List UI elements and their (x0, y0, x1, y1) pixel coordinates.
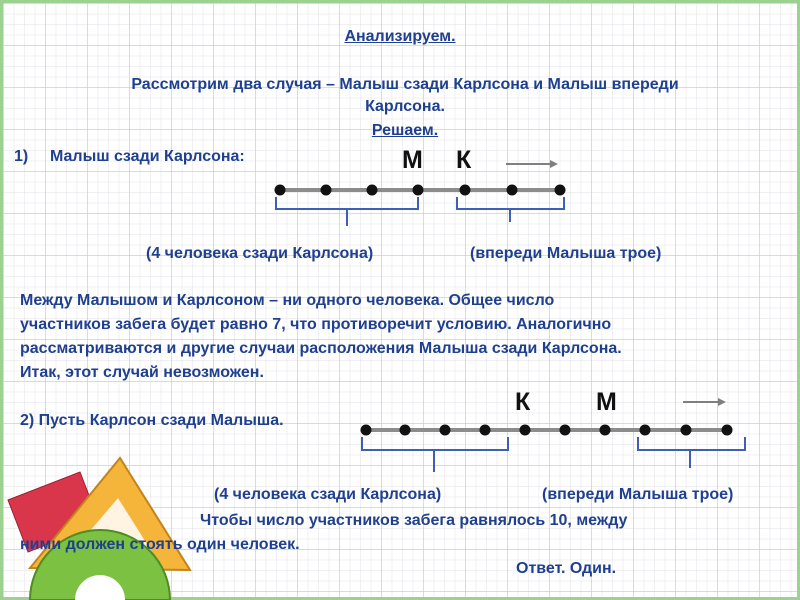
case1-caption-right: (впереди Малыша трое) (470, 245, 662, 262)
case2-caption-left: (4 человека сзади Карлсона) (214, 486, 442, 503)
case2-runner-dot (361, 425, 372, 436)
case1-diagram (0, 158, 800, 238)
intro-line-2: Карлсона. (365, 98, 445, 115)
case2-left-bracket (362, 437, 508, 450)
case1-runner-dot (367, 185, 378, 196)
intro-line-1: Рассмотрим два случая – Малыш сзади Карлсона и Малыш впереди (131, 76, 679, 93)
case2-runner-dot (722, 425, 733, 436)
case2-diagram (0, 394, 800, 474)
case1-right-bracket (457, 197, 564, 209)
case1-runner-dot (507, 185, 518, 196)
answer: Ответ. Один. (516, 560, 617, 577)
conclusion-line-2: ними должен стоять один человек. (20, 536, 300, 553)
case1-left-bracket (276, 197, 418, 209)
conclusion-line-1: Чтобы число участников забега равнялось 10, между (200, 512, 628, 529)
case2-right-bracket (638, 437, 745, 450)
case2-runner-dot (560, 425, 571, 436)
case2-runner-dot (400, 425, 411, 436)
solve-label: Решаем. (371, 122, 439, 139)
case2-runner-dot (480, 425, 491, 436)
case2-runner-dot (640, 425, 651, 436)
case2-motion-arrowhead (718, 398, 726, 406)
case2-runner-dot (520, 425, 531, 436)
case1-motion-arrowhead (550, 160, 558, 168)
case2-runner-dot (440, 425, 451, 436)
heading: Анализируем. (344, 28, 456, 45)
case2-runner-dot (600, 425, 611, 436)
case2-runner-dot (681, 425, 692, 436)
case2-title: 2) Пусть Карлсон сзади Малыша. (20, 412, 284, 429)
case1-runner-dot (275, 185, 286, 196)
case1-runner-dot (555, 185, 566, 196)
case1-letter-m: М (402, 146, 423, 174)
case1-runner-dot (413, 185, 424, 196)
case1-runner-dot (321, 185, 332, 196)
paragraph-line-1: Между Малышом и Карлсоном – ни одного человека. Общее число (20, 292, 555, 309)
paragraph-line-3: рассматриваются и другие случаи расположения Малыша сзади Карлсона. (20, 340, 622, 357)
paragraph-line-4: Итак, этот случай невозможен. (20, 364, 264, 381)
case2-caption-right: (впереди Малыша трое) (542, 486, 734, 503)
case1-caption-left: (4 человека сзади Карлсона) (146, 245, 374, 262)
case1-runner-dot (460, 185, 471, 196)
case1-letter-k: К (456, 146, 472, 174)
paragraph-line-2: участников забега будет равно 7, что противоречит условию. Аналогично (20, 316, 612, 333)
case1-number: 1) (14, 148, 29, 165)
case2-letter-m: М (596, 388, 617, 416)
case1-title: Малыш сзади Карлсона: (50, 148, 245, 165)
case2-letter-k: К (515, 388, 531, 416)
